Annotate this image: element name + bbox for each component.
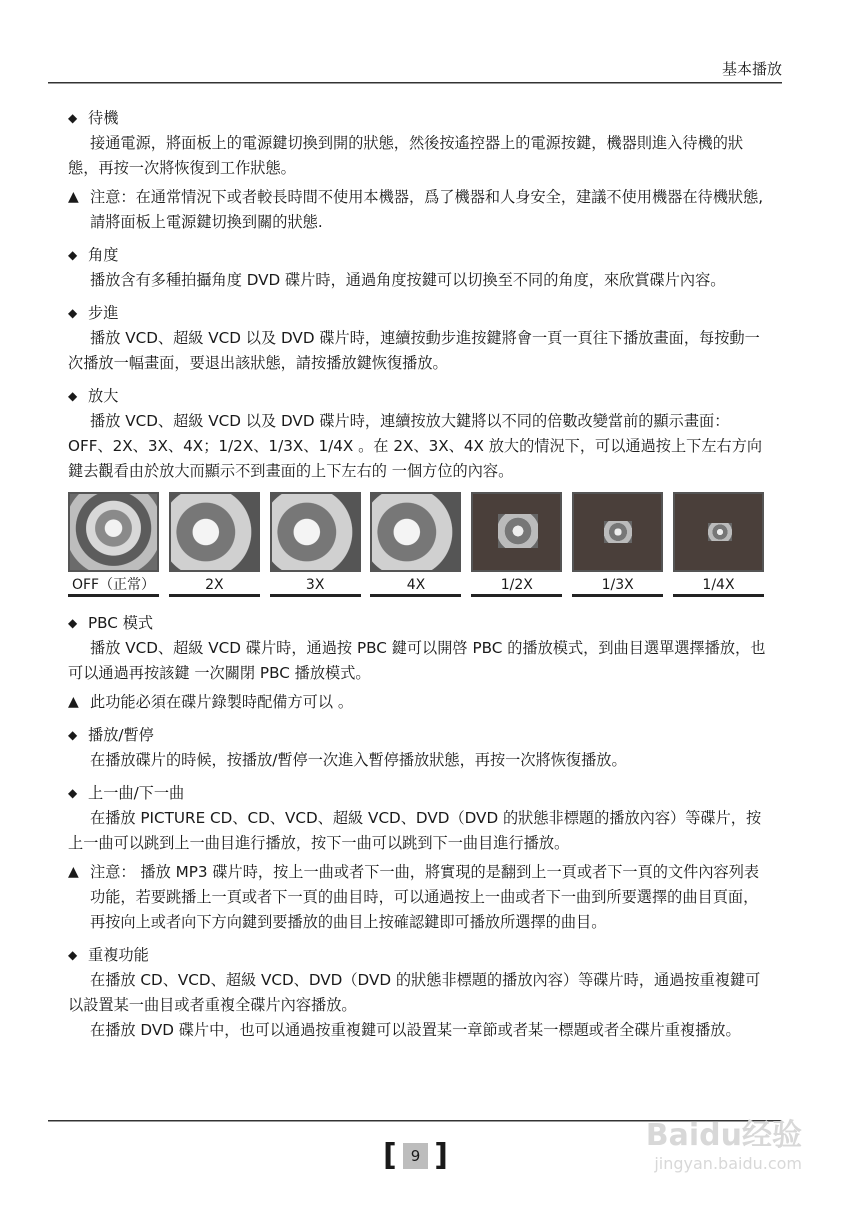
- diamond-bullet-icon: ◆: [68, 786, 78, 800]
- zoom-thumb-quarter: [673, 492, 764, 597]
- flower-photo-image: [169, 492, 260, 572]
- section-heading: 放大: [88, 387, 119, 405]
- section-angle: [68, 243, 767, 293]
- zoom-caption: 2X: [169, 576, 260, 597]
- zoom-thumbnail-strip: [68, 492, 764, 597]
- section-body: 播放 VCD、超級 VCD 以及 DVD 碟片時，連續按動步進按鍵將會一頁一頁往下播放畫面，每按動一次播放一幅畫面，要退出該狀態，請按播放鍵恢復播放。: [68, 329, 760, 372]
- section-body: 在播放 DVD 碟片中，也可以通過按重複鍵可以設置某一章節或者某一標題或者全碟片重複播放。: [90, 1021, 741, 1039]
- zoom-thumb-4x: [370, 492, 461, 597]
- section-heading: 角度: [88, 246, 119, 264]
- page-bracket-left: [: [383, 1138, 397, 1173]
- warning-note: 注意： 播放 MP3 碟片時，按上一曲或者下一曲，將實現的是翻到上一頁或者下一頁的文件內容列表功能，若要跳播上一頁或者下一頁的曲目時，可以通過按上一曲或者下一曲到所要選擇的曲目頁面，再按向上或者向下方向鍵到要播放的曲目上按確認鍵即可播放所選擇的曲目。: [90, 863, 760, 931]
- section-standby: [68, 106, 767, 235]
- diamond-bullet-icon: ◆: [68, 389, 78, 403]
- section-prev-next: [68, 781, 767, 935]
- page-number: [383, 1138, 448, 1173]
- section-body: 在播放 PICTURE CD、CD、VCD、超級 VCD、DVD（DVD 的狀態非標題的播放內容）等碟片，按上一曲可以跳到上一曲目進行播放，按下一曲可以跳到下一曲目進行播放。: [68, 809, 762, 852]
- section-body: 播放 VCD、超級 VCD 以及 DVD 碟片時，連續按放大鍵將以不同的倍數改變當前的顯示畫面：OFF、2X、3X、4X；1/2X、1/3X、1/4X 。在 2X、3X、4X 放大的情況下，可以通過按上下左右方向鍵去觀看由於放大而顯示不到畫面的上下左右的 一個方位的內容。: [68, 412, 763, 480]
- diamond-bullet-icon: ◆: [68, 306, 78, 320]
- section-body: 播放含有多種拍攝角度 DVD 碟片時，通過角度按鍵可以切換至不同的角度，來欣賞碟片內容。: [90, 271, 726, 289]
- manual-content: [68, 106, 767, 1051]
- diamond-bullet-icon: ◆: [68, 948, 78, 962]
- section-body: 播放 VCD、超級 VCD 碟片時，通過按 PBC 鍵可以開啓 PBC 的播放模式，到曲目選單選擇播放，也可以通過再按該鍵 一次關閉 PBC 播放模式。: [68, 639, 766, 682]
- diamond-bullet-icon: ◆: [68, 728, 78, 742]
- watermark-url: jingyan.baidu.com: [654, 1154, 802, 1173]
- warning-note: 注意：在通常情況下或者較長時間不使用本機器，爲了機器和人身安全，建議不使用機器在待機狀態,請將面板上電源鍵切換到關的狀態.: [90, 188, 764, 231]
- flower-photo-image: [572, 492, 663, 572]
- zoom-caption: 1/3X: [572, 576, 663, 597]
- section-heading: 播放/暫停: [88, 726, 154, 744]
- watermark-brand: Baidu经验: [645, 1118, 802, 1153]
- section-pbc: [68, 611, 767, 715]
- section-heading: 步進: [88, 304, 119, 322]
- zoom-thumb-third: [572, 492, 663, 597]
- section-repeat: [68, 943, 767, 1043]
- section-body: 在播放 CD、VCD、超級 VCD、DVD（DVD 的狀態非標題的播放內容）等碟片時，通過按重複鍵可以設置某一曲目或者重複全碟片內容播放。: [68, 971, 761, 1014]
- section-step: [68, 301, 767, 376]
- diamond-bullet-icon: ◆: [68, 616, 78, 630]
- zoom-caption: 1/2X: [471, 576, 562, 597]
- warning-note: 此功能必須在碟片錄製時配備方可以 。: [90, 693, 354, 711]
- diamond-bullet-icon: ◆: [68, 111, 78, 125]
- section-zoom: [68, 384, 767, 597]
- flower-photo-image: [370, 492, 461, 572]
- baidu-watermark: [646, 1110, 802, 1173]
- diamond-bullet-icon: ◆: [68, 248, 78, 262]
- flower-photo-image: [673, 492, 764, 572]
- section-heading: PBC 模式: [88, 614, 154, 632]
- zoom-thumb-half: [471, 492, 562, 597]
- warning-triangle-icon: ▲: [68, 189, 79, 205]
- zoom-caption: 3X: [270, 576, 361, 597]
- warning-triangle-icon: ▲: [68, 864, 79, 880]
- section-heading: 上一曲/下一曲: [88, 784, 185, 802]
- section-play-pause: [68, 723, 767, 773]
- section-body: 在播放碟片的時候，按播放/暫停一次進入暫停播放狀態，再按一次將恢復播放。: [90, 751, 627, 769]
- page-number-value: 9: [403, 1143, 429, 1169]
- zoom-caption: OFF（正常）: [68, 576, 159, 597]
- zoom-thumb-2x: [169, 492, 260, 597]
- flower-photo-image: [471, 492, 562, 572]
- zoom-caption: 4X: [370, 576, 461, 597]
- flower-photo-image: [270, 492, 361, 572]
- page-bracket-right: ]: [434, 1138, 448, 1173]
- header-divider: [48, 82, 782, 84]
- section-body: 接通電源，將面板上的電源鍵切換到開的狀態，然後按遙控器上的電源按鍵，機器則進入待機的狀態，再按一次將恢復到工作狀態。: [68, 134, 744, 177]
- warning-triangle-icon: ▲: [68, 694, 79, 710]
- page-header-title: 基本播放: [721, 60, 782, 78]
- zoom-thumb-3x: [270, 492, 361, 597]
- section-heading: 重複功能: [88, 946, 149, 964]
- flower-photo-image: [68, 492, 159, 572]
- section-heading: 待機: [88, 109, 119, 127]
- zoom-caption: 1/4X: [673, 576, 764, 597]
- zoom-thumb-off: [68, 492, 159, 597]
